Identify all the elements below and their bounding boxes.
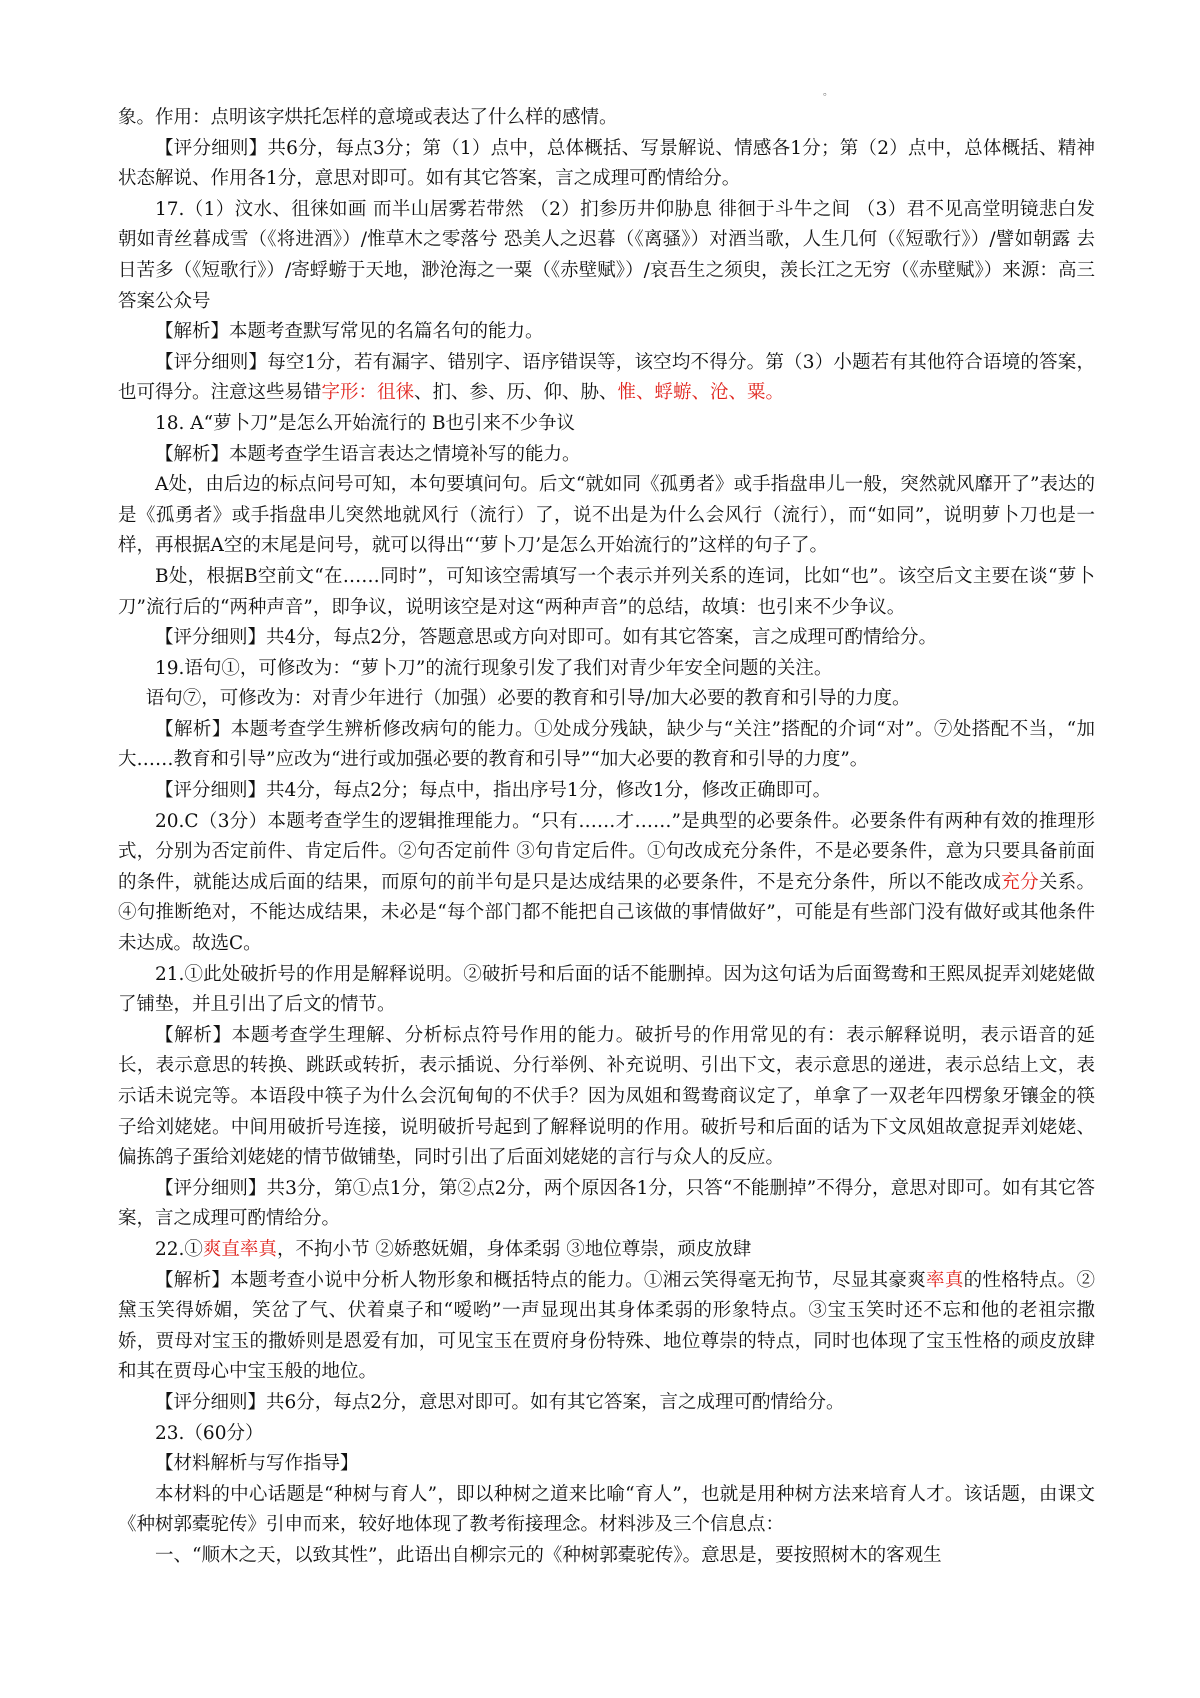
paragraph <box>118 195 1095 317</box>
text-segment: 关系。④句推断绝对，不能达成结果，未必是“每个部门都不能把自己该做的事情做好”，可能是有些部门没有做好或其他条件未达成。故选C。 <box>118 871 1095 955</box>
answer-content <box>118 103 1095 1572</box>
paragraph <box>118 1388 1095 1419</box>
text-segment: 【评分细则】共4分，每点2分；每点中，指出序号1分，修改1分，修改正确即可。 <box>155 780 832 802</box>
text-segment: 【解析】本题考查默写常见的名篇名句的能力。 <box>155 321 544 343</box>
text-segment: 【评分细则】共4分，每点2分，答题意思或方向对即可。如有其它答案，言之成理可酌情给分。 <box>155 627 938 649</box>
text-segment: 17.（1）汶水、徂徕如画 而半山居雾若带然 （2）扪参历井仰胁息 徘徊于斗牛之间 （3）君不见高堂明镜悲白发 朝如青丝暮成雪（《将进酒》）/惟草木之零落兮 恐美人之迟暮（《离骚》）对酒当歌，人生几何（《短歌行》）/譬如朝露 去日苦多（《短歌行》）/寄蜉蝣于天地，渺沧海之一粟（《赤壁赋》）/哀吾生之须臾，羡长江之无穷（《赤壁赋》）来源：高三答案公众号 <box>118 198 1095 312</box>
text-segment: 【解析】本题考查小说中分析人物形象和概括特点的能力。①湘云笑得毫无拘节，尽显其豪爽 <box>155 1269 927 1291</box>
text-segment: 【评分细则】共6分，每点2分，意思对即可。如有其它答案，言之成理可酌情给分。 <box>155 1391 845 1413</box>
paragraph <box>118 960 1095 1021</box>
text-segment: 21.①此处破折号的作用是解释说明。②破折号和后面的话不能删掉。因为这句话为后面鸳鸯和王熙凤捉弄刘姥姥做了铺垫，并且引出了后文的情节。 <box>118 963 1095 1016</box>
paragraph <box>118 440 1095 471</box>
top-mark: 。 <box>823 87 833 98</box>
paragraph <box>118 348 1095 409</box>
highlighted-text: 率真 <box>926 1269 964 1291</box>
text-segment: A处，由后边的标点问号可知，本句要填问句。后文“就如同《孤勇者》或手指盘串儿一般，突然就风靡开了”表达的是《孤勇者》或手指盘串儿突然地就风行（流行）了，说不出是为什么会风行（流行），而“如同”，说明萝卜刀也是一样，再根据A空的末尾是问号，就可以得出“‘萝卜刀’是怎么开始流行的”这样的句子了。 <box>118 474 1095 557</box>
text-segment: ，不拘小节 ②娇憨妩媚，身体柔弱 ③地位尊崇，顽皮放肆 <box>276 1238 752 1260</box>
text-segment: 【评分细则】每空1分，若有漏字、错别字、语序错误等，该空均不得分。第（3）小题若有其他符合语境的答案，也可得分。注意这些易错 <box>118 351 1095 404</box>
paragraph <box>118 1419 1095 1450</box>
text-segment: 的性格特点。②黛玉笑得娇媚，笑岔了气、伏着桌子和“嗳哟”一声显现出其身体柔弱的形象特点。③宝玉笑时还不忘和他的老祖宗撒娇，贾母对宝玉的撒娇则是恩爱有加，可见宝玉在贾府身份特殊、地位尊崇的特点，同时也体现了宝玉性格的顽皮放肆和其在贾母心中宝玉般的地位。 <box>118 1269 1095 1383</box>
text-segment: 、扪、参、历、仰、胁、 <box>414 382 618 404</box>
paragraph <box>118 1021 1095 1174</box>
paragraph <box>118 470 1095 562</box>
paragraph <box>118 684 1095 715</box>
paragraph <box>118 1174 1095 1235</box>
text-segment: 【评分细则】共6分，每点3分；第（1）点中，总体概括、写景解说、情感各1分；第（2）点中，总体概括、精神状态解说、作用各1分，意思对即可。如有其它答案，言之成理可酌情给分。 <box>118 137 1095 190</box>
paragraph <box>118 623 1095 654</box>
text-segment: 22.① <box>155 1238 203 1260</box>
text-segment: 【解析】本题考查学生语言表达之情境补写的能力。 <box>155 443 581 465</box>
text-segment: 一、“顺木之天，以致其性”，此语出自柳宗元的《种树郭橐驼传》。意思是，要按照树木的客观生 <box>155 1544 942 1566</box>
paragraph <box>118 715 1095 776</box>
paragraph <box>118 562 1095 623</box>
highlighted-text: 字形：徂徕 <box>321 382 415 404</box>
paragraph <box>118 1541 1095 1572</box>
paragraph <box>118 1266 1095 1388</box>
text-segment: 【评分细则】共3分，第①点1分，第②点2分，两个原因各1分，只答“不能删掉”不得分，意思对即可。如有其它答案，言之成理可酌情给分。 <box>118 1177 1095 1230</box>
text-segment: 【材料解析与写作指导】 <box>155 1453 359 1475</box>
text-segment: 本材料的中心话题是“种树与育人”，即以种树之道来比喻“育人”，也就是用种树方法来培育人才。该话题，由课文《种树郭橐驼传》引申而来，较好地体现了教考衔接理念。材料涉及三个信息点： <box>118 1483 1095 1536</box>
paragraph <box>118 409 1095 440</box>
paragraph <box>118 1235 1095 1266</box>
text-segment: 语句⑦，可修改为：对青少年进行（加强）必要的教育和引导/加大必要的教育和引导的力度。 <box>145 688 911 710</box>
text-segment: 【解析】本题考查学生理解、分析标点符号作用的能力。破折号的作用常见的有：表示解释说明，表示语音的延长，表示意思的转换、跳跃或转折，表示插说、分行举例、补充说明、引出下文，表示意思的递进，表示总结上文，表示话未说完等。本语段中筷子为什么会沉甸甸的不伏手？因为凤姐和鸳鸯商议定了，单拿了一双老年四楞象牙镶金的筷子给刘姥姥。中间用破折号连接，说明破折号起到了解释说明的作用。破折号和后面的话为下文凤姐故意捉弄刘姥姥、偏拣鸽子蛋给刘姥姥的情节做铺垫，同时引出了后面刘姥姥的言行与众人的反应。 <box>118 1024 1095 1169</box>
text-segment: 19.语句①，可修改为：“萝卜刀”的流行现象引发了我们对青少年安全问题的关注。 <box>155 657 833 679</box>
text-segment: 18. A“萝卜刀”是怎么开始流行的 B也引来不少争议 <box>155 412 576 434</box>
paragraph <box>118 103 1095 134</box>
text-segment: B处，根据B空前文“在……同时”，可知该空需填写一个表示并列关系的连词，比如“也”。该空后文主要在谈“萝卜刀”流行后的“两种声音”，即争议，说明该空是对这“两种声音”的总结，故填：也引来不少争议。 <box>118 565 1095 618</box>
paragraph <box>118 134 1095 195</box>
text-segment: 象。作用：点明该字烘托怎样的意境或表达了什么样的感情。 <box>118 107 618 128</box>
highlighted-text: 充分 <box>1001 871 1039 893</box>
paragraph <box>118 776 1095 807</box>
highlighted-text: 惟、蜉蝣、沧、粟。 <box>617 382 785 404</box>
paragraph <box>118 1480 1095 1541</box>
text-segment: 【解析】本题考查学生辨析修改病句的能力。①处成分残缺，缺少与“关注”搭配的介词“对”。⑦处搭配不当，“加大……教育和引导”应改为“进行或加强必要的教育和引导”“加大必要的教育和引导的力度”。 <box>118 718 1095 771</box>
paragraph <box>118 1449 1095 1480</box>
paragraph <box>118 807 1095 960</box>
paragraph <box>118 654 1095 685</box>
highlighted-text: 爽直率真 <box>202 1238 277 1260</box>
text-segment: 20.C（3分）本题考查学生的逻辑推理能力。“只有……才……”是典型的必要条件。必要条件有两种有效的推理形式，分别为否定前件、肯定后件。②句否定前件 ③句肯定后件。①句改成充分条件，不是必要条件，意为只要具备前面的条件，就能达成后面的结果，而原句的前半句是只是达成结果的必要条件，不是充分条件，所以不能改成 <box>118 810 1095 893</box>
paragraph <box>118 317 1095 348</box>
text-segment: 23.（60分） <box>155 1422 264 1444</box>
